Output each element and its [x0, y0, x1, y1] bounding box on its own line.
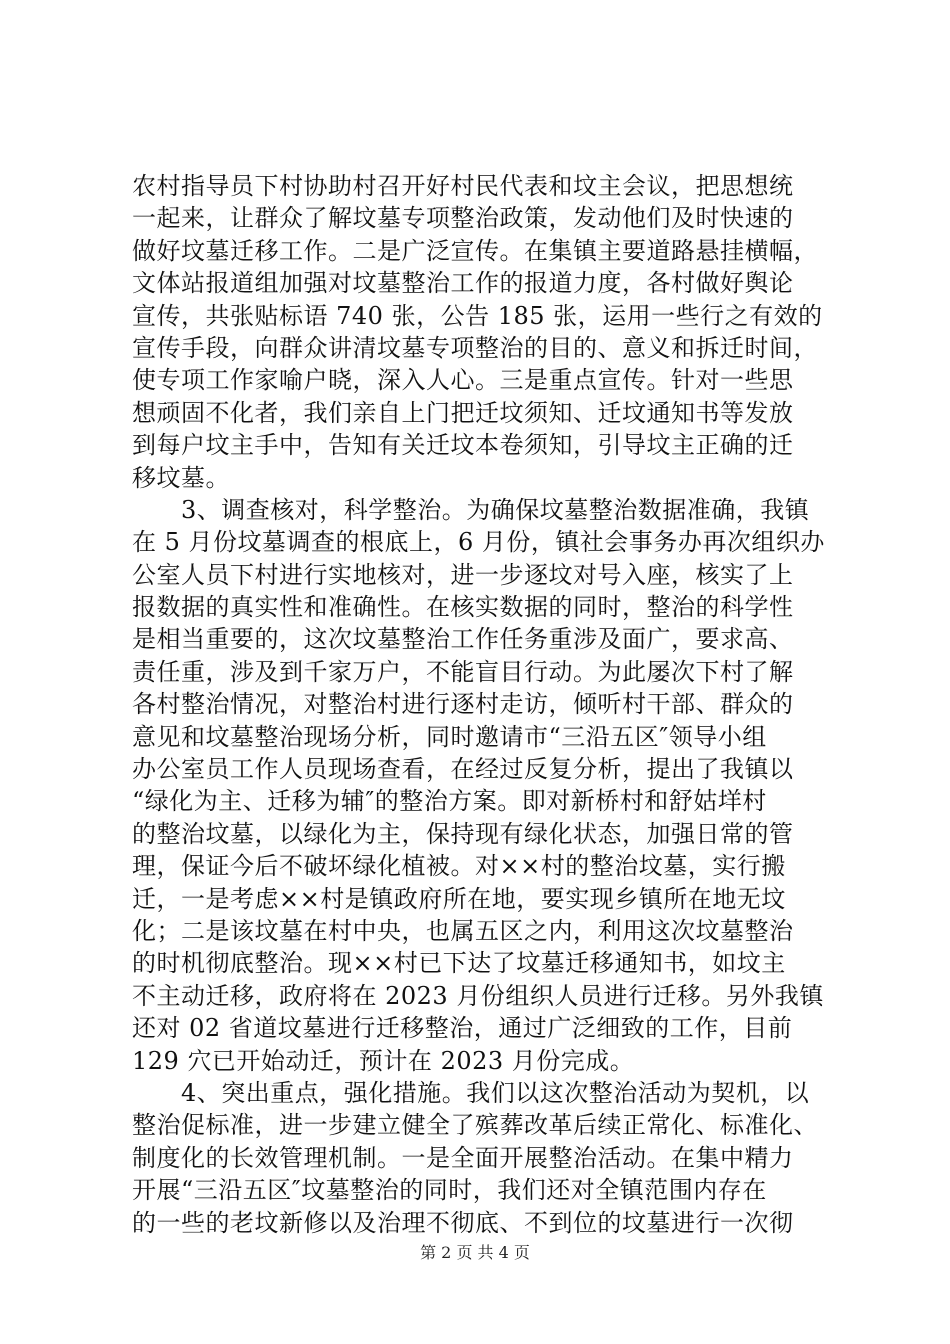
text-line: 想顽固不化者，我们亲自上门把迁坟须知、迁坟通知书等发放 [132, 398, 794, 427]
text-line: 报数据的真实性和准确性。在核实数据的同时，整治的科学性 [132, 593, 794, 622]
text-line: 129 穴已开始动迁，预计在 2023 月份完成。 [132, 1046, 635, 1075]
text-line: 还对 02 省道坟墓进行迁移整治，通过广泛细致的工作，目前 [132, 1014, 793, 1043]
text-line: 办公室员工作人员现场查看，在经过反复分析，提出了我镇以 [132, 755, 794, 784]
text-line: 意见和坟墓整治现场分析，同时邀请市“三沿五区″领导小组 [132, 722, 767, 751]
text-line: 使专项工作家喻户晓，深入人心。三是重点宣传。针对一些思 [132, 366, 794, 395]
text-line: 是相当重要的，这次坟墓整治工作任务重涉及面广，要求高、 [132, 625, 794, 654]
text-line: 到每户坟主手中，告知有关迁坟本卷须知，引导坟主正确的迁 [132, 431, 794, 460]
text-line: 3、调查核对，科学整治。为确保坟墓整治数据准确，我镇 [132, 495, 810, 524]
text-line: 公室人员下村进行实地核对，进一步逐坟对号入座，核实了上 [132, 560, 794, 589]
text-line: 迁，一是考虑××村是镇政府所在地，要实现乡镇所在地无坟 [132, 884, 786, 913]
text-line: “绿化为主、迁移为辅″的整治方案。即对新桥村和舒姑垟村 [132, 787, 767, 816]
text-line: 农村指导员下村协助村召开好村民代表和坟主会议，把思想统 [132, 172, 794, 200]
text-line: 化；二是该坟墓在村中央，也属五区之内，利用这次坟墓整治 [132, 916, 794, 945]
text-line: 的时机彻底整治。现××村已下达了坟墓迁移通知书，如坟主 [132, 949, 786, 978]
text-line: 文体站报道组加强对坟墓整治工作的报道力度，各村做好舆论 [132, 269, 794, 298]
text-line: 各村整治情况，对整治村进行逐村走访，倾听村干部、群众的 [132, 690, 794, 719]
text-line: 的一些的老坟新修以及治理不彻底、不到位的坟墓进行一次彻 [132, 1208, 794, 1237]
text-line: 不主动迁移，政府将在 2023 月份组织人员进行迁移。另外我镇 [132, 981, 824, 1010]
text-line: 理，保证今后不破坏绿化植被。对××村的整治坟墓，实行搬 [132, 852, 786, 881]
text-line: 整治促标准，进一步建立健全了殡葬改革后续正常化、标准化、 [132, 1111, 818, 1140]
text-line: 一起来，让群众了解坟墓专项整治政策，发动他们及时快速的 [132, 204, 794, 233]
text-line: 在 5 月份坟墓调查的根底上，6 月份，镇社会事务办再次组织办 [132, 528, 825, 557]
text-line: 开展“三沿五区″坟墓整治的同时，我们还对全镇范围内存在 [132, 1176, 767, 1205]
document-body [132, 170, 832, 1239]
text-line: 4、突出重点，强化措施。我们以这次整治活动为契机，以 [132, 1078, 810, 1107]
text-line: 的整治坟墓，以绿化为主，保持现有绿化状态，加强日常的管 [132, 819, 794, 848]
text-line: 责任重，涉及到千家万户，不能盲目行动。为此屡次下村了解 [132, 657, 794, 686]
text-line: 制度化的长效管理机制。一是全面开展整治活动。在集中精力 [132, 1143, 794, 1172]
text-line: 做好坟墓迁移工作。二是广泛宣传。在集镇主要道路悬挂横幅， [132, 236, 818, 265]
text-line: 宣传，共张贴标语 740 张，公告 185 张，运用一些行之有效的 [132, 301, 823, 330]
page-number-footer: 第 2 页 共 4 页 [420, 1243, 530, 1262]
text-line: 宣传手段，向群众讲清坟墓专项整治的目的、意义和拆迁时间， [132, 333, 818, 362]
text-line: 移坟墓。 [132, 463, 230, 492]
